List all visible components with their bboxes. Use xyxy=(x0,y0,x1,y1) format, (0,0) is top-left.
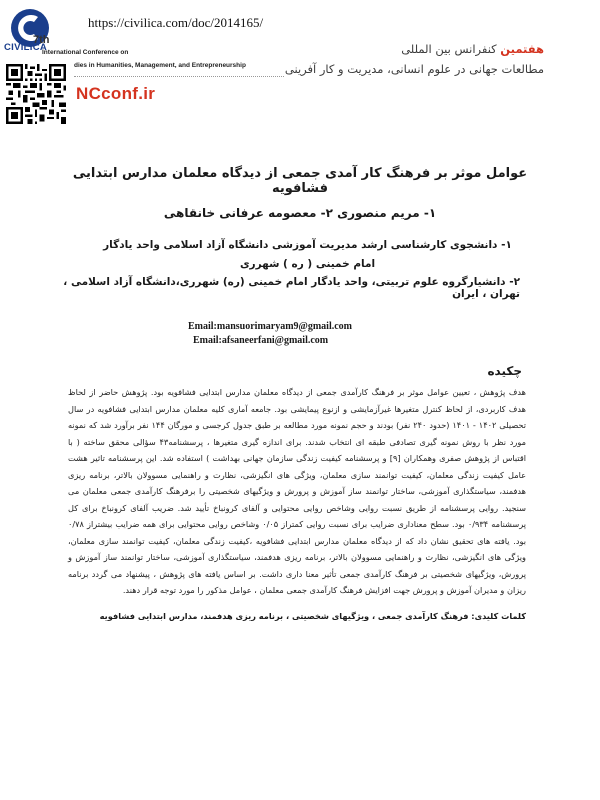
conference-title-en-line1: International Conference on xyxy=(42,49,129,56)
author-email-1[interactable]: Email:mansuorimaryam9@gmail.com xyxy=(188,321,353,332)
conference-site-text: NCconf.ir xyxy=(76,84,156,103)
author-email-2[interactable]: Email:afsaneerfani@gmail.com xyxy=(193,335,329,346)
civilica-label: CIVILICA xyxy=(4,42,48,53)
conference-title-fa-rest: کنفرانس بین المللی xyxy=(401,42,501,56)
conference-title-fa-line2: مطالعات جهانی در علوم انسانی، مدیریت و کار آفرینی xyxy=(284,62,544,76)
affiliation-2: ۲- دانشیارگروه علوم تربیتی، واحد یادگار امام خمینی (ره) شهرری،دانشگاه آزاد اسلامی ، تهران ، ایران xyxy=(63,276,520,300)
conference-ordinal: هفتمین xyxy=(500,42,544,56)
qr-code-icon xyxy=(6,64,66,124)
conference-title-fa-line1 xyxy=(401,42,544,56)
paper-title: عوامل موثر بر فرهنگ کار آمدی جمعی از دیدگاه معلمان مدارس ابتدایی فشافویه xyxy=(72,166,528,196)
conference-edition: 7th xyxy=(33,34,50,46)
dotted-divider xyxy=(74,76,284,77)
keywords: کلمات کلیدی: فرهنگ کارآمدی جمعی ، ویژگیهای شخصیتی ، برنامه ریزی هدفمند، مدارس ابتدایی فشافویه xyxy=(99,611,526,621)
conference-title-en-line2: dies in Humanities, Management, and Entrepreneurship xyxy=(74,62,246,69)
abstract-body: هدف پژوهش ، تعیین عوامل موثر بر فرهنگ کارآمدی جمعی از دیدگاه معلمان مدارس ابتدایی فشافویه بود. پژوهش حاضر از لحاظ هدف کاربردی، از لحاظ کنترل متغیرها غیرآزمایشی و ازنوع پیمایشی بود. جامعه آماری کلیه معلمان مدارس ابتدایی فشافویه در سال تحصیلی ۱۴۰۲ - ۱۴۰۱ (حدود ۲۴۰ نفر) بودند و حجم نمونه مورد مطالعه بر طبق جدول کرجسی و مورگان ۱۴۴ نفر برآورد شد که نمونه مورد نظر با روش نمونه گیری تصادفی طبقه ای انتخاب شدند. برای اندازه گیری متغیرها ، پرسشنامه۴۳ سؤالی محقق ساخته ( با اقتباس از پژوهش صفری وهمکاران [۹] و پرسشنامه کیفیت زندگی سازمان جهانی بهداشت ) استفاده شد. این پرسشنامه تاثیر هشت عامل کیفیت زندگی معلمان، کیفیت توانمند سازی معلمان، ویژگی های انگیزشی، نظارت و راهنمایی مسوولان بالاتر، برنامه ریزی هدفمند، سیاستگذاری آموزشی، ساختار توانمند ساز آموزش و پرورش و ویژگیهای شخصیتی را برفرهنگ کارآمدی جمعی معلمان می سنجید. روایی پرسشنامه از طریق نسبت روایی وشاخص روایی محتوایی و آلفای کرونباخ تأیید شد. ضریب آلفای کرونباخ برای کل پرسشنامه ۰/۹۳۴ بود. سطح معناداری ضرایب برای نسبت روایی کمتراز ۰/۰۵ وشاخص روایی محتوایی برای همه ضرایب بیشتراز ۰/۷۸ بود. یافته های تحقیق نشان داد که از دیدگاه معلمان مدارس ابتدایی فشافویه ،کیفیت زندگی معلمان، کیفیت توانمند سازی معلمان، ویژگی های انگیزشی، نظارت و راهنمایی مسوولان بالاتر، برنامه ریزی هدفمند، سیاستگذاری آموزشی، ساختار توانمند ساز آموزش و پرورش، ویژگیهای شخصیتی بر فرهنگ کارآمدی جمعی تأثیر معنا داری داشت. بر اساس یافته های پژوهش ، پیشنهاد می گردد برنامه ریزان و مدیران آموزش و پرورش جهت افزایش فرهنگ کارآمدی جمعی معلمان ، عوامل مذکور را مورد توجه قرار دهند. xyxy=(68,387,527,595)
abstract-heading: چکیده xyxy=(487,364,522,378)
document-url[interactable]: https://civilica.com/doc/2014165/ xyxy=(88,15,264,30)
paper-authors: ۱- مریم منصوری ۲- معصومه عرفانی خانقاهی xyxy=(163,206,437,220)
affiliation-1: ۱- دانشجوی کارشناسی ارشد مدیریت آموزشی دانشگاه آزاد اسلامی واحد یادگار امام خمینی ( ره ) شهرری xyxy=(103,239,512,270)
conference-site xyxy=(76,84,155,104)
